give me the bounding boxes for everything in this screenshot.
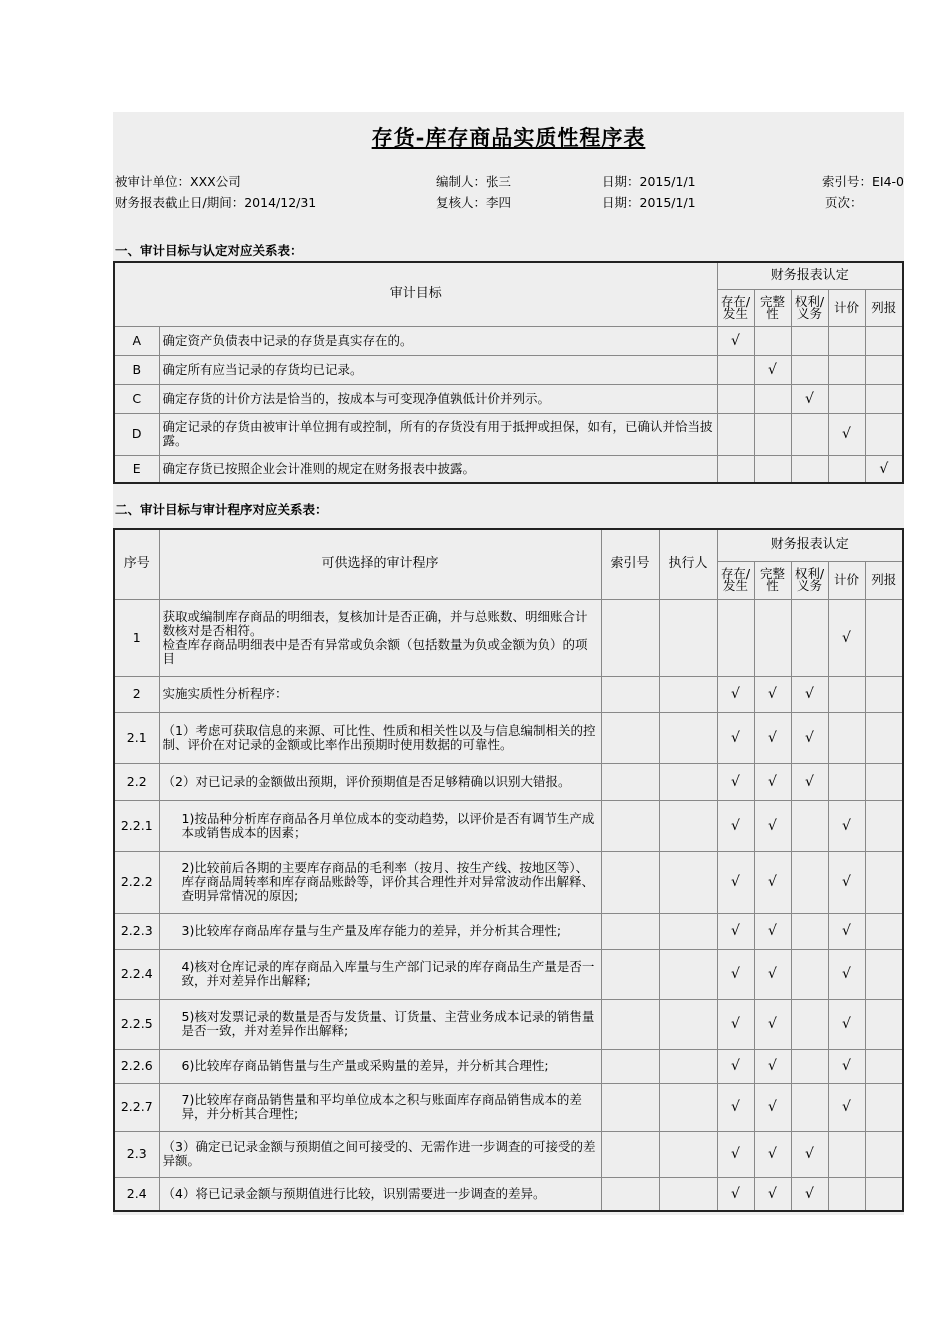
objective-assertion-table [113, 261, 904, 484]
executor-cell[interactable] [659, 949, 717, 999]
check-cell [865, 676, 903, 712]
assertion-existence: 存在/发生 [717, 289, 754, 326]
reviewer: 复核人：李四 [436, 195, 512, 210]
check-cell [754, 455, 791, 483]
row-number: 2.2 [114, 763, 159, 800]
check-cell [865, 913, 903, 949]
row-number: 1 [114, 599, 159, 676]
table-row [114, 913, 903, 949]
row-code: E [114, 455, 159, 483]
executor-header: 执行人 [659, 529, 717, 599]
procedure-text: 3)比较库存商品库存量与生产量及库存能力的差异，并分析其合理性; [159, 913, 601, 949]
row-number: 2.2.7 [114, 1083, 159, 1131]
procedure-text: 5)核对发票记录的数量是否与发货量、订货量、主营业务成本记录的销售量是否一致，并对差异作出解释; [159, 999, 601, 1049]
check-cell [717, 599, 754, 676]
check-cell: √ [717, 800, 754, 851]
check-cell: √ [754, 1049, 791, 1083]
assertion-valuation: 计价 [828, 289, 865, 326]
table-row [114, 949, 903, 999]
section2-heading: 二、审计目标与审计程序对应关系表： [115, 502, 328, 517]
check-cell [717, 355, 754, 384]
assertion-presentation: 列报 [865, 561, 903, 599]
check-cell [865, 851, 903, 913]
table-row [114, 676, 903, 712]
check-cell [754, 326, 791, 355]
check-cell: √ [754, 1083, 791, 1131]
check-cell [791, 913, 828, 949]
assertion-valuation: 计价 [828, 561, 865, 599]
check-cell: √ [828, 949, 865, 999]
row-number: 2.2.5 [114, 999, 159, 1049]
row-code: A [114, 326, 159, 355]
check-cell: √ [828, 800, 865, 851]
row-code: B [114, 355, 159, 384]
check-cell: √ [828, 1049, 865, 1083]
objective-header: 审计目标 [114, 262, 717, 326]
check-cell: √ [717, 913, 754, 949]
row-number: 2.2.2 [114, 851, 159, 913]
procedure-header: 可供选择的审计程序 [159, 529, 601, 599]
index-cell[interactable] [601, 712, 659, 763]
check-cell [865, 384, 903, 413]
assertions-header: 财务报表认定 [717, 262, 903, 289]
prep-date: 日期：2015/1/1 [602, 174, 696, 189]
check-cell: √ [791, 384, 828, 413]
check-cell: √ [754, 999, 791, 1049]
check-cell: √ [828, 851, 865, 913]
index-cell[interactable] [601, 1083, 659, 1131]
table-row [114, 712, 903, 763]
check-cell: √ [865, 455, 903, 483]
executor-cell[interactable] [659, 913, 717, 949]
check-cell [865, 326, 903, 355]
check-cell [828, 676, 865, 712]
check-cell [791, 413, 828, 455]
check-cell: √ [717, 326, 754, 355]
table-row [114, 384, 903, 413]
executor-cell[interactable] [659, 676, 717, 712]
index-cell[interactable] [601, 800, 659, 851]
check-cell [717, 455, 754, 483]
procedure-text: 1)按品种分析库存商品各月单位成本的变动趋势，以评价是否有调节生产成本或销售成本的因素； [159, 800, 601, 851]
executor-cell[interactable] [659, 1177, 717, 1211]
row-number: 2.3 [114, 1131, 159, 1177]
review-date: 日期：2015/1/1 [602, 195, 696, 210]
assertion-completeness: 完整性 [754, 561, 791, 599]
preparer: 编制人：张三 [436, 174, 512, 189]
objective-text: 确定存货已按照企业会计准则的规定在财务报表中披露。 [159, 455, 717, 483]
objective-text: 确定记录的存货由被审计单位拥有或控制，所有的存货没有用于抵押或担保，如有，已确认并恰当披露。 [159, 413, 717, 455]
check-cell: √ [828, 413, 865, 455]
row-code: D [114, 413, 159, 455]
check-cell: √ [791, 763, 828, 800]
check-cell [865, 1049, 903, 1083]
check-cell: √ [828, 1083, 865, 1131]
check-cell [828, 1177, 865, 1211]
check-cell [791, 999, 828, 1049]
objective-text: 确定存货的计价方法是恰当的，按成本与可变现净值孰低计价并列示。 [159, 384, 717, 413]
index-cell[interactable] [601, 1177, 659, 1211]
index-cell[interactable] [601, 851, 659, 913]
executor-cell[interactable] [659, 851, 717, 913]
check-cell: √ [717, 763, 754, 800]
check-cell [828, 1131, 865, 1177]
check-cell: √ [754, 1177, 791, 1211]
check-cell [865, 712, 903, 763]
check-cell [865, 413, 903, 455]
index-cell[interactable] [601, 1049, 659, 1083]
check-cell: √ [717, 1049, 754, 1083]
check-cell [865, 355, 903, 384]
check-cell: √ [717, 999, 754, 1049]
check-cell [754, 384, 791, 413]
check-cell: √ [791, 1131, 828, 1177]
table-row [114, 1049, 903, 1083]
check-cell: √ [717, 1177, 754, 1211]
procedure-text: 4)核对仓库记录的库存商品入库量与生产部门记录的库存商品生产量是否一致，并对差异作出解释; [159, 949, 601, 999]
check-cell [754, 413, 791, 455]
table-row [114, 413, 903, 455]
index-number: 索引号：EI4-0 [822, 174, 905, 189]
document-title: 存货-库存商品实质性程序表 [371, 125, 646, 150]
check-cell [828, 326, 865, 355]
row-number: 2.2.4 [114, 949, 159, 999]
check-cell [865, 599, 903, 676]
procedure-text: （1）考虑可获取信息的来源、可比性、性质和相关性以及与信息编制相关的控制、评价在对记录的金额或比率作出预期时使用数据的可靠性。 [159, 712, 601, 763]
document-sheet [113, 112, 904, 1215]
index-cell[interactable] [601, 1131, 659, 1177]
check-cell [791, 355, 828, 384]
index-cell[interactable] [601, 763, 659, 800]
assertion-rights: 权利/义务 [791, 561, 828, 599]
check-cell [791, 455, 828, 483]
assertion-existence: 存在/发生 [717, 561, 754, 599]
report-period: 财务报表截止日/期间：2014/12/31 [115, 195, 317, 210]
table-row [114, 326, 903, 355]
table-row [114, 1131, 903, 1177]
table-row [114, 599, 903, 676]
check-cell [791, 800, 828, 851]
procedure-text: 实施实质性分析程序： [159, 676, 601, 712]
index-cell[interactable] [601, 913, 659, 949]
procedure-text: （3）确定已记录金额与预期值之间可接受的、无需作进一步调查的可接受的差异额。 [159, 1131, 601, 1177]
table-row [114, 851, 903, 913]
table-row [114, 455, 903, 483]
check-cell [828, 763, 865, 800]
executor-cell[interactable] [659, 1131, 717, 1177]
check-cell [865, 999, 903, 1049]
table-row [114, 763, 903, 800]
check-cell: √ [717, 949, 754, 999]
executor-cell[interactable] [659, 599, 717, 676]
check-cell [791, 599, 828, 676]
row-code: C [114, 384, 159, 413]
check-cell [828, 384, 865, 413]
table-row [114, 1177, 903, 1211]
check-cell [717, 413, 754, 455]
check-cell: √ [828, 913, 865, 949]
check-cell: √ [717, 676, 754, 712]
check-cell: √ [754, 851, 791, 913]
index-header: 索引号 [601, 529, 659, 599]
executor-cell[interactable] [659, 800, 717, 851]
procedure-text: 2)比较前后各期的主要库存商品的毛利率（按月、按生产线、按地区等）、库存商品周转率和库存商品账龄等，评价其合理性并对异常波动作出解释、查明异常情况的原因; [159, 851, 601, 913]
check-cell: √ [717, 851, 754, 913]
assertion-presentation: 列报 [865, 289, 903, 326]
check-cell [791, 1049, 828, 1083]
section1-heading: 一、审计目标与认定对应关系表： [115, 243, 303, 258]
check-cell: √ [828, 999, 865, 1049]
row-number: 2.2.1 [114, 800, 159, 851]
row-number: 2.2.3 [114, 913, 159, 949]
check-cell: √ [754, 949, 791, 999]
index-cell[interactable] [601, 599, 659, 676]
row-number: 2 [114, 676, 159, 712]
check-cell: √ [754, 712, 791, 763]
table-row [114, 999, 903, 1049]
assertion-rights: 权利/义务 [791, 289, 828, 326]
procedure-text: （2）对已记录的金额做出预期，评价预期值是否足够精确以识别大错报。 [159, 763, 601, 800]
objective-procedure-table [113, 528, 904, 1212]
check-cell [865, 1083, 903, 1131]
index-cell[interactable] [601, 999, 659, 1049]
objective-text: 确定所有应当记录的存货均已记录。 [159, 355, 717, 384]
table-row [114, 800, 903, 851]
check-cell [828, 712, 865, 763]
check-cell: √ [791, 1177, 828, 1211]
index-cell[interactable] [601, 676, 659, 712]
check-cell: √ [754, 763, 791, 800]
procedure-text: （4）将已记录金额与预期值进行比较，识别需要进一步调查的差异。 [159, 1177, 601, 1211]
executor-cell[interactable] [659, 763, 717, 800]
page-number: 页次： [825, 195, 863, 210]
row-number: 2.1 [114, 712, 159, 763]
no-header: 序号 [114, 529, 159, 599]
check-cell [791, 326, 828, 355]
check-cell [865, 800, 903, 851]
row-number: 2.2.6 [114, 1049, 159, 1083]
table-row [114, 355, 903, 384]
check-cell: √ [754, 1131, 791, 1177]
check-cell: √ [754, 355, 791, 384]
assertions-header: 财务报表认定 [717, 529, 903, 561]
check-cell [865, 1177, 903, 1211]
audited-unit: 被审计单位：XXX公司 [115, 174, 241, 189]
table-row [114, 1083, 903, 1131]
check-cell [828, 355, 865, 384]
executor-cell[interactable] [659, 1083, 717, 1131]
procedure-text: 6)比较库存商品销售量与生产量或采购量的差异，并分析其合理性; [159, 1049, 601, 1083]
executor-cell[interactable] [659, 1049, 717, 1083]
assertion-completeness: 完整性 [754, 289, 791, 326]
check-cell [865, 1131, 903, 1177]
check-cell [791, 851, 828, 913]
objective-text: 确定资产负债表中记录的存货是真实存在的。 [159, 326, 717, 355]
check-cell [754, 599, 791, 676]
check-cell: √ [791, 712, 828, 763]
executor-cell[interactable] [659, 999, 717, 1049]
check-cell [791, 949, 828, 999]
check-cell: √ [717, 712, 754, 763]
check-cell: √ [717, 1131, 754, 1177]
row-number: 2.4 [114, 1177, 159, 1211]
check-cell: √ [717, 1083, 754, 1131]
index-cell[interactable] [601, 949, 659, 999]
check-cell: √ [754, 676, 791, 712]
check-cell [828, 455, 865, 483]
procedure-text: 7)比较库存商品销售量和平均单位成本之积与账面库存商品销售成本的差异，并分析其合理性; [159, 1083, 601, 1131]
check-cell [865, 949, 903, 999]
check-cell: √ [791, 676, 828, 712]
check-cell [717, 384, 754, 413]
check-cell: √ [754, 800, 791, 851]
check-cell [865, 763, 903, 800]
check-cell: √ [754, 913, 791, 949]
procedure-text: 获取或编制库存商品的明细表，复核加计是否正确，并与总账数、明细账合计数核对是否相符。 检查库存商品明细表中是否有异常或负余额（包括数量为负或金额为负）的项目 [159, 599, 601, 676]
check-cell [791, 1083, 828, 1131]
executor-cell[interactable] [659, 712, 717, 763]
check-cell: √ [828, 599, 865, 676]
